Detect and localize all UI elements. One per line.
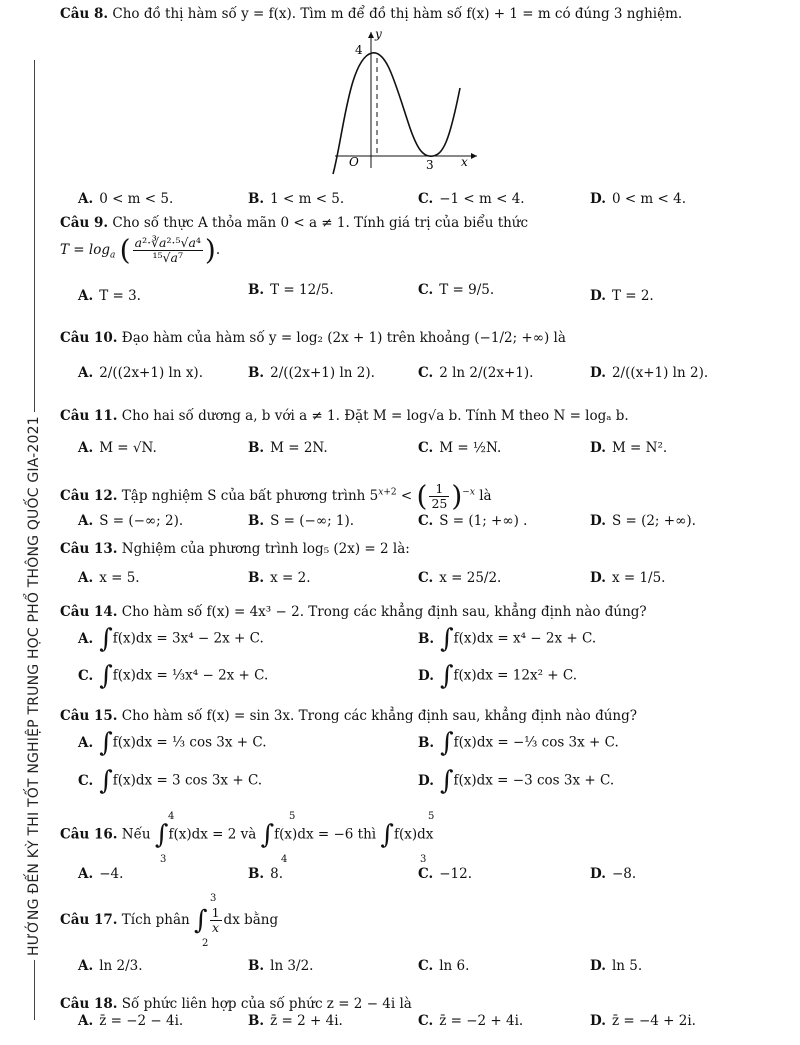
q9-option-d[interactable]: D. T = 2.: [590, 288, 654, 304]
q15-option-a[interactable]: A. ∫f(x)dx = ⅓ cos 3x + C.: [78, 728, 267, 758]
q18-option-a[interactable]: A. z̄ = −2 − 4i.: [78, 1013, 184, 1029]
q16-option-b[interactable]: B. 8.: [248, 866, 284, 882]
origin-label: O: [349, 155, 359, 169]
q14-option-a[interactable]: A. ∫f(x)dx = 3x⁴ − 2x + C.: [78, 624, 264, 654]
q12-option-b[interactable]: B. S = (−∞; 1).: [248, 513, 355, 529]
question-15: Câu 15. Cho hàm số f(x) = sin 3x. Trong các khẳng định sau, khẳng định nào đúng?: [60, 708, 637, 724]
q17-option-d[interactable]: D. ln 5.: [590, 958, 643, 974]
q12-option-a[interactable]: A. S = (−∞; 2).: [78, 513, 184, 529]
sidebar-title: HƯỚNG ĐẾN KỲ THI TỐT NGHIỆP TRUNG HỌC PHỔ THÔNG QUỐC GIA-2021: [26, 412, 42, 960]
q12-option-c[interactable]: C. S = (1; +∞) .: [418, 513, 528, 529]
x-tick-label: 3: [426, 158, 434, 172]
question-8-text: Cho đồ thị hàm số y = f(x). Tìm m để đồ thị hàm số f(x) + 1 = m có đúng 3 nghiệm.: [112, 6, 683, 22]
q11-option-b[interactable]: B. M = 2N.: [248, 440, 328, 456]
q13-option-a[interactable]: A. x = 5.: [78, 570, 140, 586]
q11-option-a[interactable]: A. M = √N.: [78, 440, 157, 456]
q14-option-c[interactable]: C. ∫f(x)dx = ⅓x⁴ − 2x + C.: [78, 661, 269, 691]
question-8: Câu 8. Cho đồ thị hàm số y = f(x). Tìm m để đồ thị hàm số f(x) + 1 = m có đúng 3 nghiệm.: [60, 6, 683, 22]
question-13: Câu 13. Nghiệm của phương trình log₅ (2x) = 2 là:: [60, 541, 410, 557]
q13-option-d[interactable]: D. x = 1/5.: [590, 570, 666, 586]
q18-option-b[interactable]: B. z̄ = 2 + 4i.: [248, 1013, 343, 1029]
question-11: Câu 11. Cho hai số dương a, b với a ≠ 1. Đặt M = log√a b. Tính M theo N = logₐ b.: [60, 408, 629, 424]
q18-option-d[interactable]: D. z̄ = −4 + 2i.: [590, 1013, 696, 1029]
q15-option-d[interactable]: D. ∫f(x)dx = −3 cos 3x + C.: [418, 766, 615, 796]
q9-option-b[interactable]: B. T = 12/5.: [248, 282, 334, 298]
y-axis-label: y: [375, 28, 382, 41]
q9-expression: $T = \log_a$ ( $\frac{\text{a²·∛a²·⁵√a⁴}}{\text{¹⁵√a⁷}}$ ).: [60, 233, 221, 267]
q16-option-d[interactable]: D. −8.: [590, 866, 637, 882]
q17-option-a[interactable]: A. ln 2/3.: [78, 958, 143, 974]
question-16: Câu 16. Nếu ∫f(x)dx = 2 và ∫f(x)dx = −6 thì ∫f(x)dx: [60, 820, 434, 850]
x-axis-label: x: [461, 155, 468, 169]
q10-option-d[interactable]: D. 2/((x+1) ln 2).: [590, 365, 709, 381]
question-10: Câu 10. Đạo hàm của hàm số y = log₂ (2x + 1) trên khoảng (−1/2; +∞) là: [60, 330, 566, 346]
q10-option-a[interactable]: A. 2/((2x+1) ln x).: [78, 365, 203, 381]
q9-option-c[interactable]: C. T = 9/5.: [418, 282, 495, 298]
y-tick-label: 4: [355, 43, 363, 57]
q17-option-b[interactable]: B. ln 3/2.: [248, 958, 314, 974]
q16-option-a[interactable]: A. −4.: [78, 866, 124, 882]
question-9: Câu 9. Cho số thực A thỏa mãn 0 < a ≠ 1. Tính giá trị của biểu thức: [60, 215, 529, 231]
sidebar-banner: [0, 60, 52, 1020]
question-17: Câu 17. Tích phân ∫ $\frac{1}{x}$ dx bằng: [60, 905, 279, 936]
q14-option-d[interactable]: D. ∫f(x)dx = 12x² + C.: [418, 661, 578, 691]
q17-option-c[interactable]: C. ln 6.: [418, 958, 470, 974]
q13-option-b[interactable]: B. x = 2.: [248, 570, 311, 586]
q12-option-d[interactable]: D. S = (2; +∞).: [590, 513, 696, 529]
q11-option-c[interactable]: C. M = ½N.: [418, 440, 502, 456]
q9-option-a[interactable]: A. T = 3.: [78, 288, 141, 304]
q14-option-b[interactable]: B. ∫f(x)dx = x⁴ − 2x + C.: [418, 624, 597, 654]
q15-option-b[interactable]: B. ∫f(x)dx = −⅓ cos 3x + C.: [418, 728, 619, 758]
q8-option-d[interactable]: D. 0 < m < 4.: [590, 191, 686, 207]
q8-option-c[interactable]: C. −1 < m < 4.: [418, 191, 525, 207]
function-graph: [325, 28, 485, 176]
q10-option-b[interactable]: B. 2/((2x+1) ln 2).: [248, 365, 375, 381]
q10-option-c[interactable]: C. 2 ln 2/(2x+1).: [418, 365, 534, 381]
q11-option-d[interactable]: D. M = N².: [590, 440, 668, 456]
q13-option-c[interactable]: C. x = 25/2.: [418, 570, 502, 586]
q8-option-a[interactable]: A. 0 < m < 5.: [78, 191, 174, 207]
q16-option-c[interactable]: C. −12.: [418, 866, 472, 882]
q18-option-c[interactable]: C. z̄ = −2 + 4i.: [418, 1013, 524, 1029]
question-14: Câu 14. Cho hàm số f(x) = 4x³ − 2. Trong các khẳng định sau, khẳng định nào đúng?: [60, 604, 647, 620]
question-18: Câu 18. Số phức liên hợp của số phức z = 2 − 4i là: [60, 996, 412, 1012]
q8-option-b[interactable]: B. 1 < m < 5.: [248, 191, 345, 207]
q15-option-c[interactable]: C. ∫f(x)dx = 3 cos 3x + C.: [78, 766, 263, 796]
question-12: Câu 12. Tập nghiệm S của bất phương trình $5^{x+2}$ < ( $\frac{1}{25}$ )$^{-x}$ là: [60, 479, 492, 513]
